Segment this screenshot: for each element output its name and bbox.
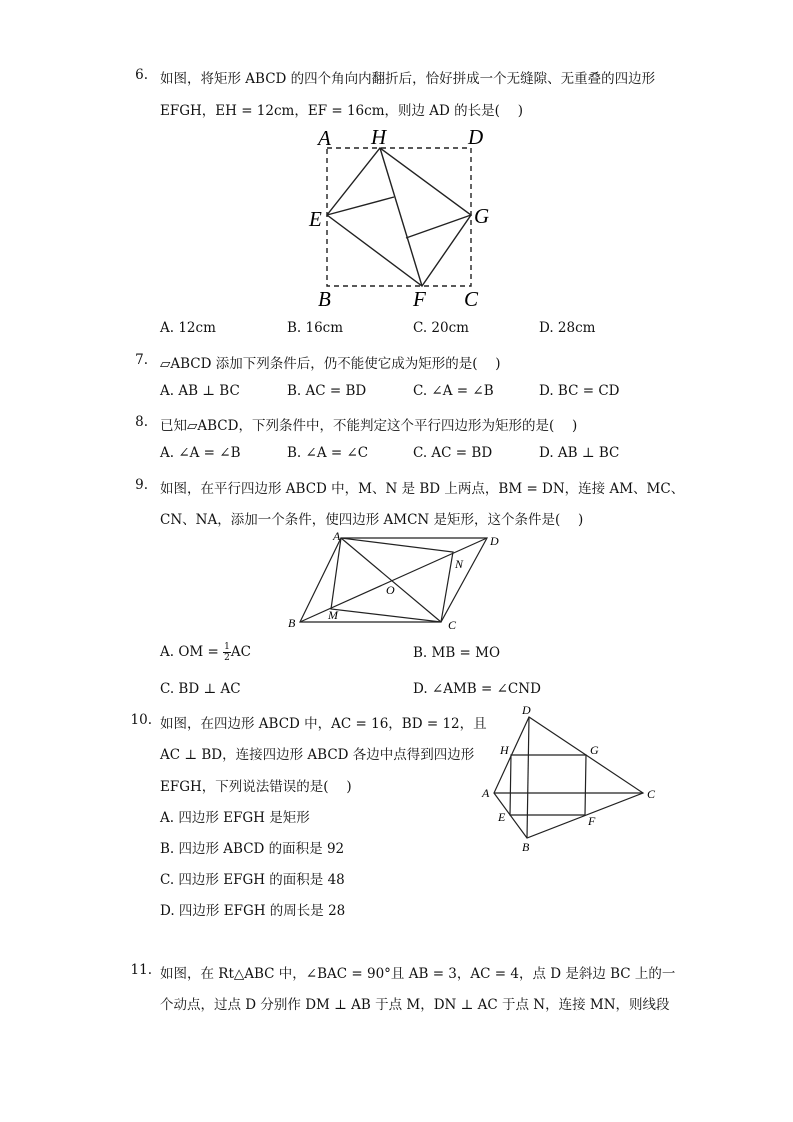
- q7-number: 7.: [135, 352, 148, 368]
- q9-fraction-numerator: 1: [224, 642, 230, 652]
- q10-quad-abcd: [494, 717, 643, 838]
- q9-fraction-denominator: 2: [224, 653, 230, 663]
- q7-option-d[interactable]: D. BC = CD: [539, 383, 620, 399]
- q10-stem-line2: AC ⊥ BD，连接四边形 ABCD 各边中点得到四边形: [160, 747, 475, 763]
- q8-option-a[interactable]: A. ∠A = ∠B: [160, 445, 241, 461]
- q9-label-a: A: [333, 529, 341, 543]
- q6-option-a[interactable]: A. 12cm: [160, 320, 216, 336]
- q7-option-c[interactable]: C. ∠A = ∠B: [413, 383, 494, 399]
- q6-label-b: B: [318, 287, 331, 311]
- q10-label-g: G: [590, 743, 599, 757]
- q9-label-m: M: [328, 608, 338, 622]
- q11-stem-line1: 如图，在 Rt△ABC 中，∠BAC = 90°且 AB = 3，AC = 4，点 D 是斜边 BC 上的一: [160, 966, 676, 982]
- q8-option-c[interactable]: C. AC = BD: [413, 445, 493, 461]
- q6-label-a: A: [318, 126, 331, 150]
- q9-stem-line2: CN、NA，添加一个条件，使四边形 AMCN 是矩形，这个条件是( ): [160, 512, 584, 528]
- q10-label-f: F: [588, 814, 596, 828]
- q10-number: 10.: [130, 712, 152, 728]
- q7-option-b[interactable]: B. AC = BD: [287, 383, 367, 399]
- q10-option-d[interactable]: D. 四边形 EFGH 的周长是 28: [160, 903, 346, 919]
- q9-stem-line1: 如图，在平行四边形 ABCD 中，M、N 是 BD 上两点，BM = DN，连接 AM、MC、: [160, 481, 685, 497]
- q9-label-d: D: [490, 534, 499, 548]
- q10-label-b: B: [522, 840, 530, 854]
- q6-stem-line2: EFGH，EH = 12cm，EF = 16cm，则边 AD 的长是( ): [160, 103, 523, 119]
- q6-label-e: E: [309, 207, 322, 231]
- q10-diagonal-bd: [527, 717, 529, 838]
- q9-label-o: O: [386, 583, 395, 597]
- q10-quad-efgh: [510, 755, 586, 815]
- q6-label-g: G: [474, 204, 490, 228]
- q6-number: 6.: [135, 67, 148, 83]
- q9-label-b: B: [288, 616, 296, 630]
- q6-label-d: D: [468, 125, 484, 149]
- q9-option-a-suffix: AC: [230, 644, 251, 660]
- q10-stem-line1: 如图，在四边形 ABCD 中，AC = 16，BD = 12，且: [160, 716, 487, 732]
- q11-stem-line2: 个动点，过点 D 分别作 DM ⊥ AB 于点 M，DN ⊥ AC 于点 N，连接 MN，则线段: [160, 997, 670, 1013]
- q10-label-a: A: [482, 786, 490, 800]
- q9-option-c[interactable]: C. BD ⊥ AC: [160, 681, 241, 697]
- q8-stem: 已知▱ABCD，下列条件中，不能判定这个平行四边形为矩形的是( ): [160, 418, 578, 434]
- q9-option-d[interactable]: D. ∠AMB = ∠CND: [413, 681, 541, 697]
- q8-option-d[interactable]: D. AB ⊥ BC: [539, 445, 620, 461]
- q10-label-c: C: [647, 787, 656, 801]
- q8-number: 8.: [135, 414, 148, 430]
- q10-stem-line3: EFGH，下列说法错误的是( ): [160, 779, 352, 795]
- q9-option-a-prefix: A. OM =: [160, 644, 224, 660]
- q10-label-e: E: [498, 810, 506, 824]
- q9-number: 9.: [135, 477, 148, 493]
- q9-option-b[interactable]: B. MB = MO: [413, 645, 501, 661]
- q9-label-n: N: [455, 557, 464, 571]
- q10-option-c[interactable]: C. 四边形 EFGH 的面积是 48: [160, 872, 345, 888]
- q8-option-b[interactable]: B. ∠A = ∠C: [287, 445, 369, 461]
- q7-option-a[interactable]: A. AB ⊥ BC: [160, 383, 240, 399]
- q7-stem: ▱ABCD 添加下列条件后，仍不能使它成为矩形的是( ): [160, 356, 501, 372]
- q6-label-c: C: [464, 287, 479, 311]
- q10-label-d: D: [522, 703, 531, 717]
- q6-option-d[interactable]: D. 28cm: [539, 320, 596, 336]
- q10-label-h: H: [500, 743, 509, 757]
- q6-label-f: F: [413, 287, 426, 311]
- q10-option-a[interactable]: A. 四边形 EFGH 是矩形: [160, 810, 310, 826]
- q11-number: 11.: [130, 962, 152, 978]
- q6-option-c[interactable]: C. 20cm: [413, 320, 469, 336]
- q6-option-b[interactable]: B. 16cm: [287, 320, 344, 336]
- q6-label-h: H: [371, 125, 387, 149]
- q9-label-c: C: [448, 618, 457, 632]
- q10-option-b[interactable]: B. 四边形 ABCD 的面积是 92: [160, 841, 345, 857]
- q6-stem-line1: 如图，将矩形 ABCD 的四个角向内翻折后，恰好拼成一个无缝隙、无重叠的四边形: [160, 71, 656, 87]
